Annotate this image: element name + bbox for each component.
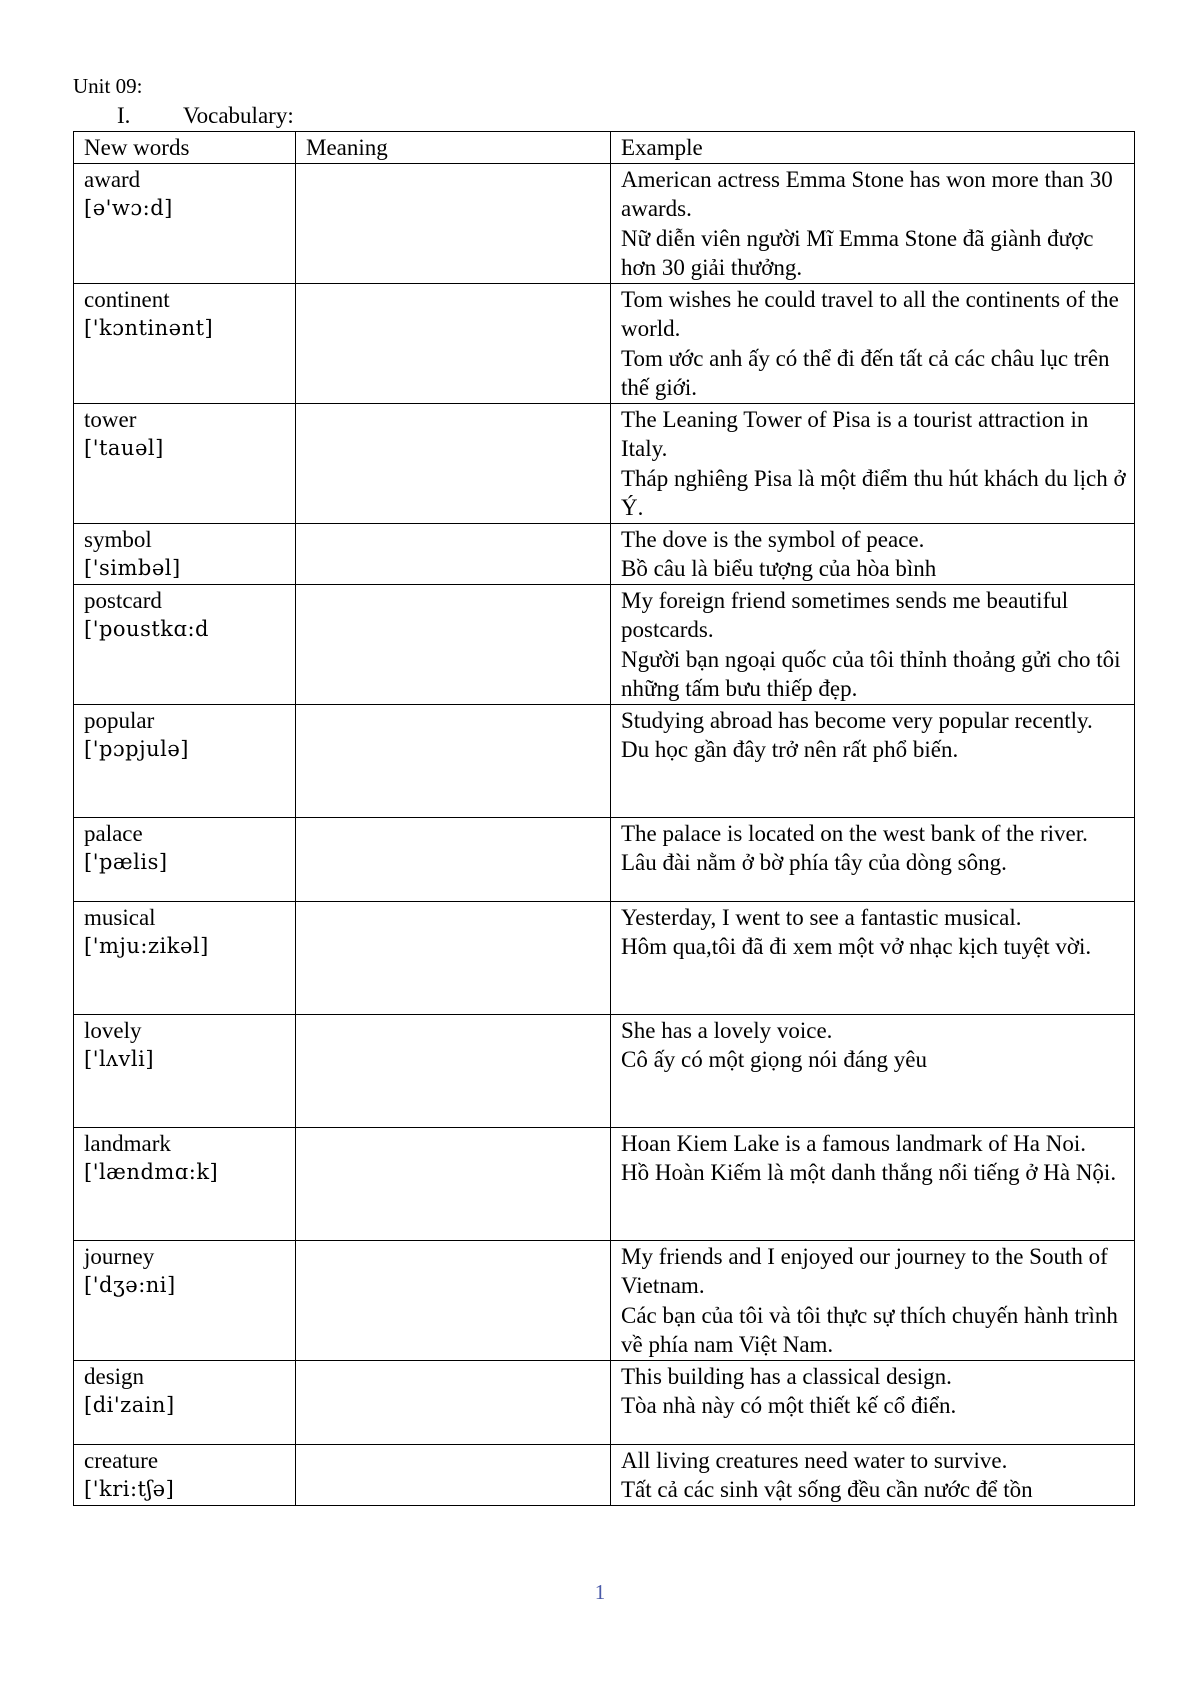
example-english: My friends and I enjoyed our journey to the South of Vietnam. [621, 1243, 1108, 1298]
new-word-cell [74, 817, 296, 901]
word: popular [84, 707, 155, 733]
table-row [74, 1127, 1135, 1240]
example-english: This building has a classical design. [621, 1363, 952, 1389]
example-cell [611, 1360, 1135, 1444]
example-vietnamese: Lâu đài nằm ở bờ phía tây của dòng sông. [621, 850, 1007, 875]
example-english: All living creatures need water to survive. [621, 1447, 1008, 1473]
example-vietnamese: Hôm qua,tôi đã đi xem một vở nhạc kịch tuyệt vời. [621, 934, 1092, 959]
example-vietnamese: Người bạn ngoại quốc của tôi thỉnh thoảng gửi cho tôi những tấm bưu thiếp đẹp. [621, 646, 1121, 701]
table-row [74, 584, 1135, 704]
pronunciation: ['mju:zikəl] [84, 934, 209, 958]
example-cell [611, 523, 1135, 584]
section-heading [117, 103, 294, 129]
pronunciation: ['pɔpjulə] [84, 737, 189, 761]
page-number: 1 [594, 1580, 606, 1604]
new-word-cell [74, 523, 296, 584]
example-cell [611, 403, 1135, 523]
table-header-row [74, 132, 1135, 164]
new-word-cell [74, 1014, 296, 1127]
section-title: Vocabulary: [183, 103, 294, 128]
new-word-cell [74, 1127, 296, 1240]
meaning-cell [296, 1014, 611, 1127]
example-cell [611, 163, 1135, 283]
table-row [74, 403, 1135, 523]
header-meaning: Meaning [296, 132, 611, 164]
pronunciation: ['dʒə:ni] [84, 1273, 176, 1297]
example-cell [611, 1444, 1135, 1505]
table-row [74, 1360, 1135, 1444]
meaning-cell [296, 817, 611, 901]
new-word-cell [74, 163, 296, 283]
example-vietnamese: Bồ câu là biểu tượng của hòa bình [621, 556, 937, 581]
word: award [84, 166, 141, 192]
example-cell [611, 901, 1135, 1014]
example-cell [611, 1014, 1135, 1127]
word: design [84, 1363, 145, 1389]
new-word-cell [74, 403, 296, 523]
example-english: She has a lovely voice. [621, 1017, 833, 1043]
meaning-cell [296, 584, 611, 704]
pronunciation: ['kri:tʃə] [84, 1477, 175, 1501]
example-cell [611, 1127, 1135, 1240]
pronunciation: ['tauəl] [84, 436, 164, 460]
meaning-cell [296, 704, 611, 817]
example-cell [611, 1240, 1135, 1360]
word: creature [84, 1447, 159, 1473]
new-word-cell [74, 1444, 296, 1505]
example-cell [611, 704, 1135, 817]
pronunciation: [ə'wɔ:d] [84, 196, 173, 220]
example-english: Tom wishes he could travel to all the continents of the world. [621, 286, 1119, 341]
example-vietnamese: Tất cả các sinh vật sống đều cần nước để tồn [621, 1477, 1033, 1502]
example-vietnamese: Du học gần đây trở nên rất phổ biến. [621, 737, 959, 762]
meaning-cell [296, 403, 611, 523]
meaning-cell [296, 1360, 611, 1444]
example-vietnamese: Tom ước anh ấy có thể đi đến tất cả các châu lục trên thế giới. [621, 345, 1110, 400]
table-row [74, 817, 1135, 901]
example-english: The palace is located on the west bank of the river. [621, 820, 1088, 846]
example-cell [611, 817, 1135, 901]
example-english: Hoan Kiem Lake is a famous landmark of Ha Noi. [621, 1130, 1086, 1156]
meaning-cell [296, 523, 611, 584]
word: palace [84, 820, 143, 846]
pronunciation: ['poustkɑ:d [84, 617, 209, 641]
header-new-words: New words [74, 132, 296, 164]
table-row [74, 523, 1135, 584]
word: continent [84, 286, 170, 312]
example-english: The Leaning Tower of Pisa is a tourist attraction in Italy. [621, 406, 1089, 461]
pronunciation: ['kɔntinənt] [84, 316, 214, 340]
example-vietnamese: Các bạn của tôi và tôi thực sự thích chuyến hành trình về phía nam Việt Nam. [621, 1302, 1118, 1357]
new-word-cell [74, 704, 296, 817]
meaning-cell [296, 1240, 611, 1360]
example-vietnamese: Cô ấy có một giọng nói đáng yêu [621, 1047, 927, 1072]
word: postcard [84, 587, 162, 613]
table-row [74, 163, 1135, 283]
example-english: The dove is the symbol of peace. [621, 526, 925, 552]
pronunciation: ['pælis] [84, 850, 168, 874]
new-word-cell [74, 584, 296, 704]
table-row [74, 1014, 1135, 1127]
meaning-cell [296, 1444, 611, 1505]
example-vietnamese: Nữ diễn viên người Mĩ Emma Stone đã giành được hơn 30 giải thưởng. [621, 225, 1094, 280]
pronunciation: ['lʌvli] [84, 1047, 155, 1071]
pronunciation: ['lændmɑ:k] [84, 1160, 219, 1184]
unit-title: Unit 09: [73, 74, 143, 98]
table-row [74, 704, 1135, 817]
word: tower [84, 406, 137, 432]
new-word-cell [74, 1360, 296, 1444]
word: musical [84, 904, 156, 930]
new-word-cell [74, 1240, 296, 1360]
table-row [74, 901, 1135, 1014]
pronunciation: [di'zain] [84, 1393, 175, 1417]
word: symbol [84, 526, 152, 552]
example-english: My foreign friend sometimes sends me beautiful postcards. [621, 587, 1069, 642]
header-example: Example [611, 132, 1135, 164]
example-vietnamese: Tháp nghiêng Pisa là một điểm thu hút khách du lịch ở Ý. [621, 465, 1126, 520]
table-row [74, 283, 1135, 403]
section-number: I. [117, 103, 131, 128]
pronunciation: ['simbəl] [84, 556, 181, 580]
new-word-cell [74, 901, 296, 1014]
example-english: Yesterday, I went to see a fantastic musical. [621, 904, 1022, 930]
word: journey [84, 1243, 155, 1269]
meaning-cell [296, 1127, 611, 1240]
example-vietnamese: Tòa nhà này có một thiết kế cổ điển. [621, 1393, 957, 1418]
word: landmark [84, 1130, 171, 1156]
meaning-cell [296, 901, 611, 1014]
example-vietnamese: Hồ Hoàn Kiếm là một danh thắng nổi tiếng ở Hà Nội. [621, 1160, 1117, 1185]
example-cell [611, 283, 1135, 403]
example-english: Studying abroad has become very popular recently. [621, 707, 1093, 733]
meaning-cell [296, 283, 611, 403]
example-cell [611, 584, 1135, 704]
word: lovely [84, 1017, 142, 1043]
table-row [74, 1444, 1135, 1505]
table-row [74, 1240, 1135, 1360]
new-word-cell [74, 283, 296, 403]
example-english: American actress Emma Stone has won more than 30 awards. [621, 166, 1113, 221]
vocabulary-table [73, 131, 1135, 1506]
meaning-cell [296, 163, 611, 283]
